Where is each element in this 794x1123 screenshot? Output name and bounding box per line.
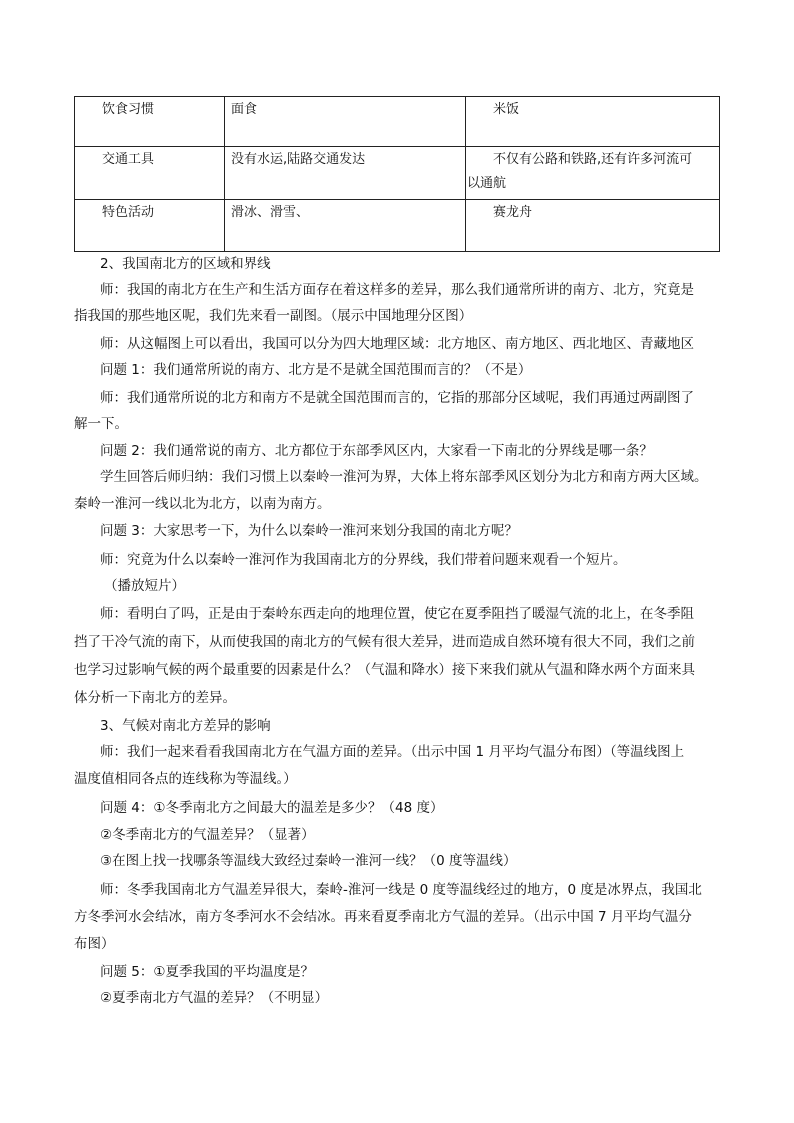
question-line: ②夏季南北方气温的差异？（不明显） xyxy=(100,990,329,1006)
north-cell: 没有水运,陆路交通发达 xyxy=(231,152,366,167)
question-line: 问题 3：大家思考一下，为什么以秦岭一淮河来划分我国的南北方呢？ xyxy=(100,523,518,539)
paragraph-line: （播放短片） xyxy=(104,578,185,594)
paragraph-line: 师：我们一起来看看我国南北方在气温方面的差异。（出示中国 1 月平均气温分布图）（等温线图上 xyxy=(100,744,685,760)
paragraph-line: 温度值相同各点的连线称为等温线。） xyxy=(74,771,297,787)
north-cell: 滑冰、滑雪、 xyxy=(231,205,310,220)
table-row xyxy=(75,200,719,251)
south-cell: 赛龙舟 xyxy=(493,205,533,220)
row-label: 饮食习惯 xyxy=(102,102,155,117)
paragraph-line: 秦岭一淮河一线以北为北方，以南为南方。 xyxy=(74,496,331,512)
south-cell: 不仅有公路和铁路,还有许多河流可 xyxy=(493,152,693,167)
paragraph-line: 体分析一下南北方的差异。 xyxy=(74,690,236,706)
question-line: ③在图上找一找哪条等温线大致经过秦岭一淮河一线？（0 度等温线） xyxy=(100,853,517,869)
paragraph-line: 师：看明白了吗，正是由于秦岭东西走向的地理位置，使它在夏季阻挡了暖湿气流的北上，在冬季阻 xyxy=(100,606,694,622)
question-line: 问题 2：我们通常说的南方、北方都位于东部季风区内，大家看一下南北的分界线是哪一条？ xyxy=(100,443,653,459)
paragraph-line: 学生回答后师归纳：我们习惯上以秦岭一淮河为界，大体上将东部季风区划分为北方和南方两大区域。 xyxy=(100,469,708,485)
question-line: 问题 4：①冬季南北方之间最大的温差是多少？（48 度） xyxy=(100,800,444,816)
row-label: 交通工具 xyxy=(102,152,155,167)
paragraph-line: 方冬季河水会结冰，南方冬季河水不会结冰。再来看夏季南北方气温的差异。（出示中国 7 月平均气温分 xyxy=(74,909,692,925)
south-cell: 米饭 xyxy=(493,102,520,117)
paragraph-line: 师：从这幅图上可以看出，我国可以分为四大地理区域：北方地区、南方地区、西北地区、青藏地区 xyxy=(100,336,694,352)
section-heading: 3、气候对南北方差异的影响 xyxy=(100,718,271,734)
comparison-table xyxy=(74,96,720,252)
paragraph-line: 也学习过影响气候的两个最重要的因素是什么？（气温和降水）接下来我们就从气温和降水两个方面来具 xyxy=(74,662,695,678)
paragraph-line: 师：我国的南北方在生产和生活方面存在着这样多的差异，那么我们通常所讲的南方、北方，究竟是 xyxy=(100,282,694,298)
question-line: ②冬季南北方的气温差异？（显著） xyxy=(100,827,315,843)
north-cell: 面食 xyxy=(231,102,258,117)
paragraph-line: 师：究竟为什么以秦岭一淮河作为我国南北方的分界线，我们带着问题来观看一个短片。 xyxy=(100,552,627,568)
paragraph-line: 挡了干冷气流的南下，从而使我国的南北方的气候有很大差异，进而造成自然环境有很大不同，我们之前 xyxy=(74,634,695,650)
question-line: 问题 5：①夏季我国的平均温度是？ xyxy=(100,964,314,980)
south-cell: 以通航 xyxy=(467,176,507,191)
paragraph-line: 指我国的那些地区呢，我们先来看一副图。（展示中国地理分区图） xyxy=(74,308,473,324)
paragraph-line: 解一下。 xyxy=(74,416,128,432)
table-row xyxy=(75,147,719,200)
paragraph-line: 师：冬季我国南北方气温差异很大，秦岭-淮河一线是 0 度等温线经过的地方，0 度是冰界点，我国北 xyxy=(100,882,702,898)
row-label: 特色活动 xyxy=(102,205,155,220)
paragraph-line: 布图） xyxy=(74,936,115,952)
section-heading: 2、我国南北方的区域和界线 xyxy=(100,256,271,272)
paragraph-line: 师：我们通常所说的北方和南方不是就全国范围而言的，它指的那部分区域呢，我们再通过两副图了 xyxy=(100,390,694,406)
table-row xyxy=(75,97,719,147)
question-line: 问题 1：我们通常所说的南方、北方是不是就全国范围而言的？（不是） xyxy=(100,362,532,378)
